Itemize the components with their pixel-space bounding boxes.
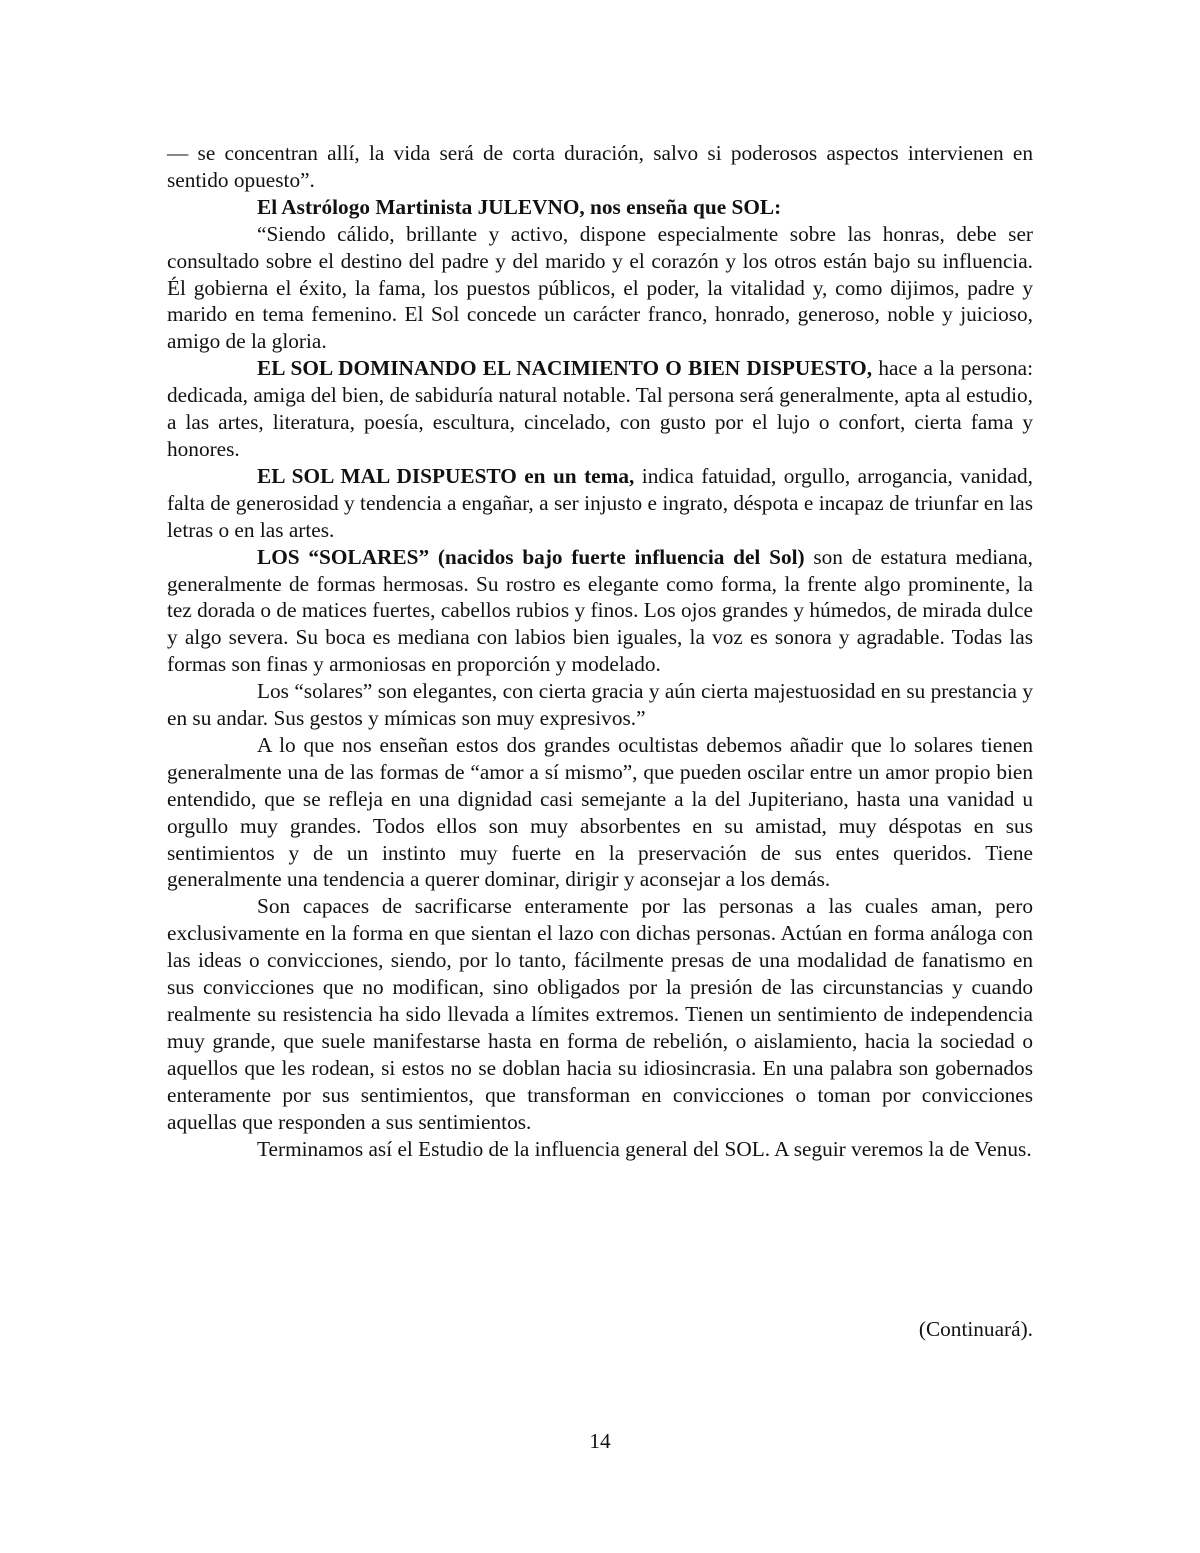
paragraph-text: — se concentran allí, la vida será de corta duración, salvo si poderosos aspectos intervienen en sentido opuesto”.: [167, 141, 1033, 192]
paragraph: [167, 544, 1033, 679]
paragraph: [167, 140, 1033, 194]
paragraph-text: “Siendo cálido, brillante y activo, dispone especialmente sobre las honras, debe ser consultado sobre el destino del padre y del marido y el corazón y los otros están bajo su influencia. Él gobierna el éxito, la fama, los puestos públicos, el poder, la vitalidad y, como dijimos, padre y marido en tema femenino. El Sol concede un carácter franco, honrado, generoso, noble y juicioso, amigo de la gloria.: [167, 221, 1033, 354]
paragraph-bold-lead: LOS “SOLARES” (nacidos bajo fuerte influencia del Sol): [257, 544, 805, 569]
paragraph: [167, 355, 1033, 463]
continued-note: (Continuará).: [918, 1317, 1033, 1341]
paragraph-bold-lead: EL SOL DOMINANDO EL NACIMIENTO O BIEN DISPUESTO,: [257, 356, 873, 381]
paragraph-bold-lead: EL SOL MAL DISPUESTO en un tema,: [257, 463, 635, 488]
paragraph-text: Son capaces de sacrificarse enteramente por las personas a las cuales aman, pero exclusivamente en la forma en que sientan el lazo con dichas personas. Actúan en forma análoga con las ideas o convicciones, siendo, por lo tanto, fácilmente presas de una modalidad de fanatismo en sus convicciones que no modifican, sino obligados por la presión de las circunstancias y cuando realmente su resistencia ha sido llevada a límites extremos. Tienen un sentimiento de independencia muy grande, que suele manifestarse hasta en forma de rebelión, o aislamiento, hacia la sociedad o aquellos que les rodean, si estos no se doblan hacia su idiosincrasia. En una palabra son gobernados enteramente por sus sentimientos, que transforman en convicciones o toman por convicciones aquellas que responden a sus sentimientos.: [167, 894, 1033, 1134]
paragraph-bold-lead: El Astrólogo Martinista JULEVNO, nos enseña que SOL:: [257, 194, 782, 219]
page-number: 14: [589, 1429, 611, 1453]
paragraph: [167, 221, 1033, 356]
paragraph-text: Los “solares” son elegantes, con cierta gracia y aún cierta majestuosidad en su prestancia y en su andar. Sus gestos y mímicas son muy expresivos.”: [167, 679, 1033, 731]
paragraph-text: indica fatuidad, orgullo, arrogancia, vanidad, falta de generosidad y tendencia a engañar, a ser injusto e ingrato, déspota e incapaz de triunfar en las letras o en las artes.: [167, 463, 1033, 542]
paragraph: [167, 732, 1033, 893]
paragraph-text: hace a la persona: dedicada, amiga del bien, de sabiduría natural notable. Tal persona será generalmente, apta al estudio, a las artes, literatura, poesía, escultura, cincelado, con gusto por el lujo o confort, cierta fama y honores.: [167, 356, 1033, 461]
page-body: [167, 140, 1033, 1162]
paragraph: [167, 194, 1033, 221]
paragraph: [167, 463, 1033, 544]
paragraph: [167, 893, 1033, 1135]
paragraph: [167, 678, 1033, 732]
paragraph-text: Terminamos así el Estudio de la influencia general del SOL. A seguir veremos la de Venus.: [257, 1136, 1032, 1161]
paragraph: [167, 1136, 1033, 1163]
paragraph-text: A lo que nos enseñan estos dos grandes ocultistas debemos añadir que lo solares tienen generalmente una de las formas de “amor a sí mismo”, que pueden oscilar entre un amor propio bien entendido, que se refleja en una dignidad casi semejante a la del Jupiteriano, hasta una vanidad u orgullo muy grandes. Todos ellos son muy absorbentes en su amistad, muy déspotas en sus sentimientos y de un instinto muy fuerte en la preservación de sus entes queridos. Tiene generalmente una tendencia a querer dominar, dirigir y aconsejar a los demás.: [167, 732, 1033, 892]
paragraph-text: son de estatura mediana, generalmente de formas hermosas. Su rostro es elegante como forma, la frente algo prominente, la tez dorada o de matices fuertes, cabellos rubios y finos. Los ojos grandes y húmedos, de mirada dulce y algo severa. Su boca es mediana con labios bien iguales, la voz es sonora y agradable. Todas las formas son finas y armoniosas en proporción y modelado.: [167, 544, 1033, 677]
